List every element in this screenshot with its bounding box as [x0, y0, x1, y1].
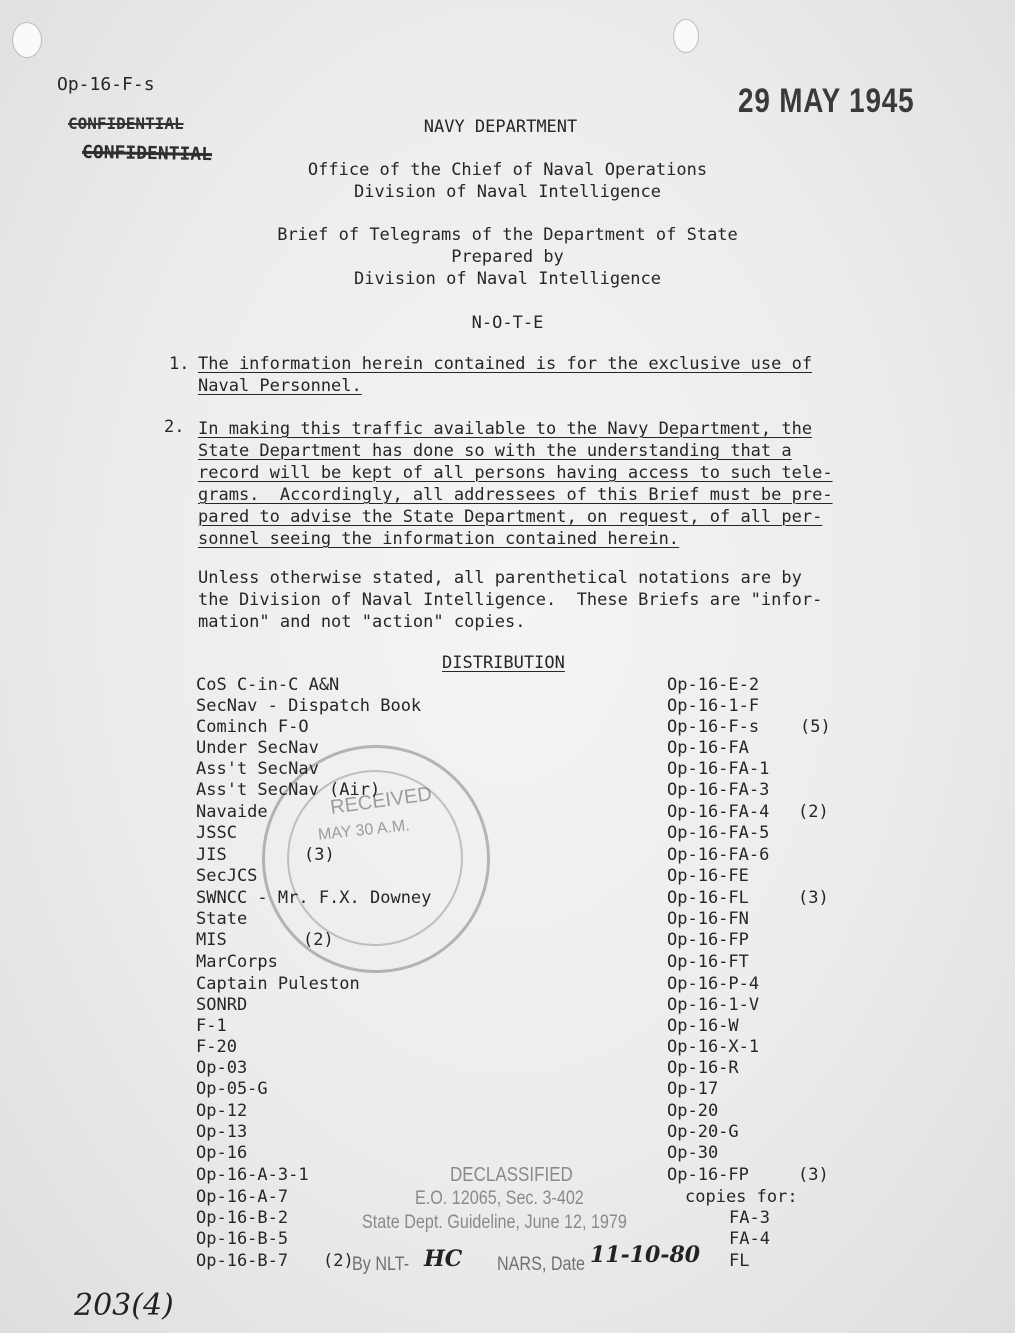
distribution-left-item: JSSC: [196, 823, 237, 843]
distribution-right-item: Op-16-FT: [667, 952, 749, 972]
distribution-right-item: Op-16-FA: [667, 738, 749, 758]
distribution-left-item: Op-16-B-5: [196, 1229, 289, 1249]
note-item-2-line: State Department has done so with the understanding that a: [198, 441, 792, 461]
punch-hole-top-right: [673, 19, 699, 53]
received-stamp-word: RECEIVED: [328, 782, 434, 820]
declassified-guideline: State Dept. Guideline, June 12, 1979: [362, 1212, 627, 1233]
declassified-nars-label: NARS, Date: [497, 1254, 585, 1275]
declassified-label: DECLASSIFIED: [450, 1164, 573, 1186]
distribution-right-item: Op-20: [667, 1101, 719, 1121]
note-item-2-line: In making this traffic available to the Navy Department, the: [198, 419, 813, 439]
distribution-right-count-fl: (3): [798, 888, 829, 908]
received-stamp-date: MAY 30 A.M.: [317, 817, 411, 844]
copies-for-item: FL: [729, 1251, 750, 1271]
distribution-right-item: Op-30: [667, 1143, 719, 1163]
brief-line-1: Brief of Telegrams of the Department of State: [277, 225, 738, 245]
brief-line-2: Prepared by: [451, 247, 564, 267]
distribution-right-item: Op-16-R: [667, 1058, 739, 1078]
distribution-left-item: SecJCS: [196, 866, 258, 886]
distribution-right-item: Op-16-X-1: [667, 1037, 760, 1057]
note-item-1-line: The information herein contained is for the exclusive use of: [198, 354, 813, 374]
distribution-left-item: Op-13: [196, 1122, 248, 1142]
distribution-right-count-fp: (3): [798, 1165, 829, 1185]
distribution-left-item: Under SecNav: [196, 738, 319, 758]
brief-line-3: Division of Naval Intelligence: [353, 269, 662, 289]
distribution-left-item: Op-03: [196, 1058, 248, 1078]
distribution-left-item: Op-16-A-7: [196, 1187, 289, 1207]
note-item-1-number: 1.: [169, 354, 190, 374]
distribution-right-item: Op-16-FL: [667, 888, 749, 908]
distribution-left-item: MIS: [196, 930, 227, 950]
distribution-right-item: Op-16-FP: [667, 930, 749, 950]
distribution-left-item: Op-16-B-2: [196, 1208, 289, 1228]
distribution-left-count-op16b7: (2): [323, 1251, 354, 1271]
distribution-right-item: Op-16-FA-4: [667, 802, 770, 822]
distribution-right-count-fa4: (2): [798, 802, 829, 822]
distribution-right-item: Op-16-FA-1: [667, 759, 770, 779]
distribution-left-item: F-1: [196, 1016, 227, 1036]
distribution-left-item: CoS C-in-C A&N: [196, 675, 340, 695]
distribution-left-item: MarCorps: [196, 952, 278, 972]
note-item-1-line: Naval Personnel.: [198, 376, 362, 396]
distribution-left-item: F-20: [196, 1037, 237, 1057]
distribution-left-item: Op-16-A-3-1: [196, 1165, 309, 1185]
declassified-authority: E.O. 12065, Sec. 3-402: [415, 1188, 584, 1209]
declassified-date-value: 11-10-80: [590, 1242, 701, 1268]
distribution-right-item: Op-17: [667, 1079, 719, 1099]
distribution-left-item: SONRD: [196, 995, 248, 1015]
copies-for-item: FA-4: [729, 1229, 770, 1249]
distribution-right-item: Op-16-FA-3: [667, 780, 770, 800]
distribution-right-count-f-s: (5): [800, 717, 831, 737]
distribution-right-item: Op-16-FP: [667, 1165, 749, 1185]
distribution-right-item: Op-16-W: [667, 1016, 739, 1036]
distribution-right-item: Op-16-E-2: [667, 675, 760, 695]
distribution-left-item: SWNCC - Mr. F.X. Downey: [196, 888, 432, 908]
distribution-left-item: Ass't SecNav (Air): [196, 780, 381, 800]
distribution-left-item: SecNav - Dispatch Book: [196, 696, 422, 716]
classification-marking-typed: CONFIDENTIAL: [68, 114, 184, 133]
department-title: NAVY DEPARTMENT: [423, 117, 578, 137]
notation-paragraph-line: the Division of Naval Intelligence. These Briefs are "infor-: [198, 590, 823, 610]
distribution-left-item: Cominch F-O: [196, 717, 309, 737]
declassified-by-initials: HC: [424, 1246, 463, 1272]
distribution-left-item: JIS: [196, 845, 227, 865]
distribution-right-item: Op-16-F-s: [667, 717, 760, 737]
distribution-right-item: Op-16-FA-5: [667, 823, 770, 843]
distribution-left-item: Navaide: [196, 802, 268, 822]
handwritten-document-number: 203(4): [74, 1288, 174, 1323]
distribution-heading: DISTRIBUTION: [442, 653, 565, 673]
distribution-right-item: Op-16-1-V: [667, 995, 760, 1015]
distribution-right-item: Op-16-P-4: [667, 974, 760, 994]
distribution-right-item: Op-20-G: [667, 1122, 739, 1142]
distribution-left-count-mis: (2): [303, 930, 334, 950]
copies-for-label: copies for:: [685, 1187, 798, 1207]
distribution-right-item: Op-16-FA-6: [667, 845, 770, 865]
punch-hole-top-left: [12, 22, 42, 58]
office-line-1: Office of the Chief of Naval Operations: [307, 160, 708, 180]
note-item-2-line: record will be kept of all persons having access to such tele-: [198, 463, 833, 483]
distribution-left-item: Op-16-B-7: [196, 1251, 289, 1271]
copies-for-item: FA-3: [729, 1208, 770, 1228]
note-item-2-number: 2.: [164, 417, 185, 437]
note-item-2-line: pared to advise the State Department, on request, of all per-: [198, 507, 823, 527]
notation-paragraph-line: Unless otherwise stated, all parenthetical notations are by: [198, 568, 802, 588]
date-stamp: 29 MAY 1945: [738, 82, 915, 120]
note-item-2-line: sonnel seeing the information contained herein.: [198, 529, 680, 549]
distribution-left-item: Op-12: [196, 1101, 248, 1121]
distribution-left-item: Ass't SecNav: [196, 759, 319, 779]
distribution-right-item: Op-16-1-F: [667, 696, 760, 716]
note-heading: N-O-T-E: [471, 313, 544, 333]
distribution-left-item: State: [196, 909, 248, 929]
distribution-right-item: Op-16-FE: [667, 866, 749, 886]
declassified-by-label: By NLT-: [352, 1254, 410, 1275]
distribution-left-item: Captain Puleston: [196, 974, 360, 994]
distribution-left-item: Op-05-G: [196, 1079, 268, 1099]
note-item-2-line: grams. Accordingly, all addressees of this Brief must be pre-: [198, 485, 833, 505]
office-line-2: Division of Naval Intelligence: [353, 182, 662, 202]
classification-marking-stamped: CONFIDENTIAL: [81, 141, 213, 166]
distribution-left-item: Op-16: [196, 1143, 248, 1163]
distribution-left-count-jis: (3): [304, 845, 335, 865]
notation-paragraph-line: mation" and not "action" copies.: [198, 612, 526, 632]
file-reference: Op-16-F-s: [57, 74, 155, 95]
distribution-right-item: Op-16-FN: [667, 909, 749, 929]
